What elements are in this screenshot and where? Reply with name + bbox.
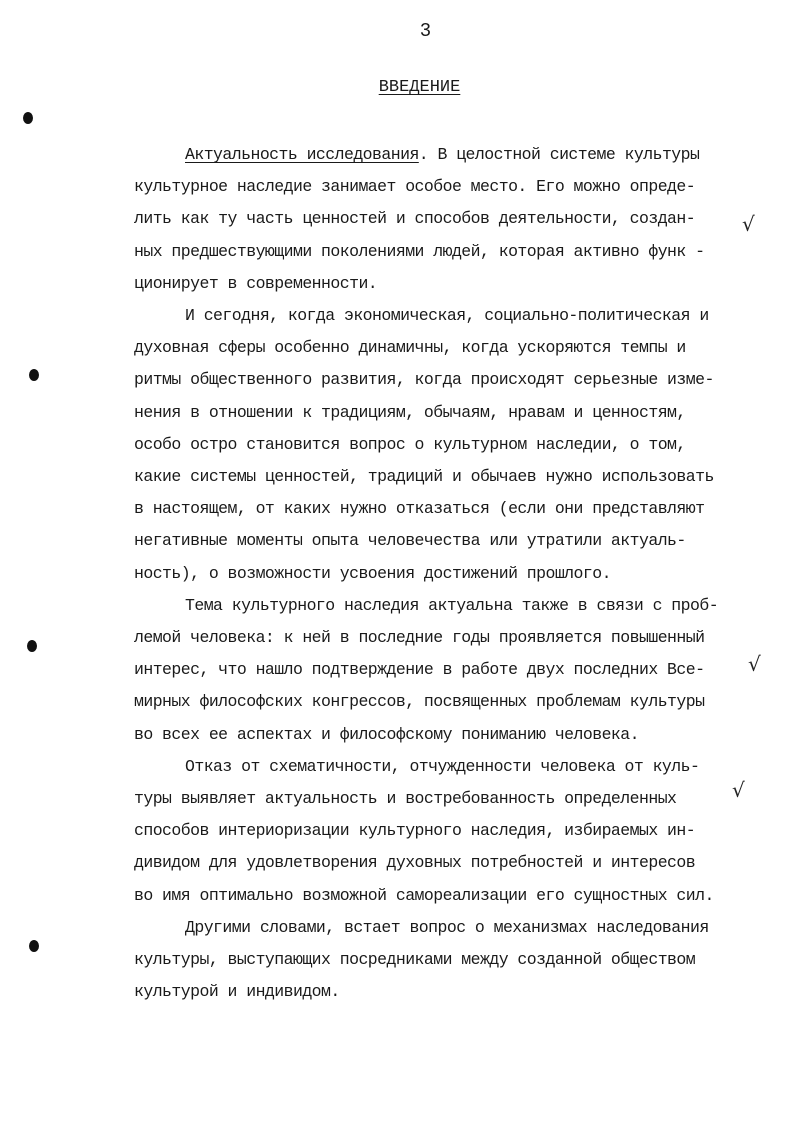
- text-line: особо остро становится вопрос о культурном наследии, о том,: [134, 434, 686, 454]
- paragraph-2: [134, 300, 752, 590]
- text-line: дивидом для удовлетворения духовных потребностей и интересов: [134, 853, 696, 873]
- text-line: во имя оптимально возможной самореализации его сущностных сил.: [134, 885, 714, 905]
- text-line: в настоящем, от каких нужно отказаться (если они представляют: [134, 499, 705, 519]
- page-number: 3: [419, 20, 432, 42]
- text-line: ность), о возможности усвоения достижений прошлого.: [134, 563, 611, 583]
- margin-check-1: √: [742, 212, 755, 236]
- text-line: мирных философских конгрессов, посвященных проблемам культуры: [134, 692, 705, 712]
- text-line: во всех ее аспектах и философскому пониманию человека.: [134, 724, 639, 744]
- binder-hole-4: [29, 940, 39, 952]
- binder-hole-2: [29, 369, 39, 381]
- text-line: лить как ту часть ценностей и способов деятельности, создан-: [134, 209, 696, 229]
- text-line: И сегодня, когда экономическая, социально-политическая и: [185, 306, 709, 326]
- margin-check-2: √: [748, 652, 761, 676]
- paragraph-4: [134, 751, 752, 912]
- text-line: культурное наследие занимает особое место. Его можно опреде-: [134, 177, 696, 197]
- text-line: культуры, выступающих посредниками между созданной обществом: [134, 950, 696, 970]
- text-line: какие системы ценностей, традиций и обычаев нужно использовать: [134, 467, 714, 487]
- text-line: ционирует в современности.: [134, 273, 378, 293]
- text-line: ных предшествующими поколениями людей, которая активно функ -: [134, 241, 705, 261]
- paragraph-1: [134, 139, 752, 300]
- text-line: ритмы общественного развития, когда происходят серьезные изме-: [134, 370, 714, 390]
- text-line: способов интериоризации культурного наследия, избираемых ин-: [134, 821, 696, 841]
- text-line: духовная сферы особенно динамичны, когда ускоряются темпы и: [134, 338, 686, 358]
- text-line: культурой и индивидом.: [134, 982, 340, 1002]
- text-line: негативные моменты опыта человечества или утратили актуаль-: [134, 531, 686, 551]
- text-line: интерес, что нашло подтверждение в работе двух последних Все-: [134, 660, 705, 680]
- paragraph-3: [134, 590, 752, 751]
- text-line: Актуальность исследования. В целостной системе культуры: [185, 145, 700, 164]
- lead-term: Актуальность исследования: [185, 145, 419, 164]
- paragraph-5: [134, 912, 752, 1009]
- binder-hole-1: [23, 112, 33, 124]
- text-line: Другими словами, встает вопрос о механизмах наследования: [185, 917, 709, 937]
- text-line: нения в отношении к традициям, обычаям, нравам и ценностям,: [134, 402, 686, 422]
- body-text: [134, 139, 752, 1008]
- margin-check-3: √: [732, 778, 745, 802]
- binder-hole-3: [27, 640, 37, 652]
- text-line: Тема культурного наследия актуальна также в связи с проб-: [185, 595, 719, 615]
- text-line: туры выявляет актуальность и востребованность определенных: [134, 789, 677, 809]
- text-line: Отказ от схематичности, отчужденности человека от куль-: [185, 756, 700, 776]
- text-line: лемой человека: к ней в последние годы проявляется повышенный: [134, 628, 705, 648]
- section-heading: ВВЕДЕНИЕ: [378, 78, 461, 97]
